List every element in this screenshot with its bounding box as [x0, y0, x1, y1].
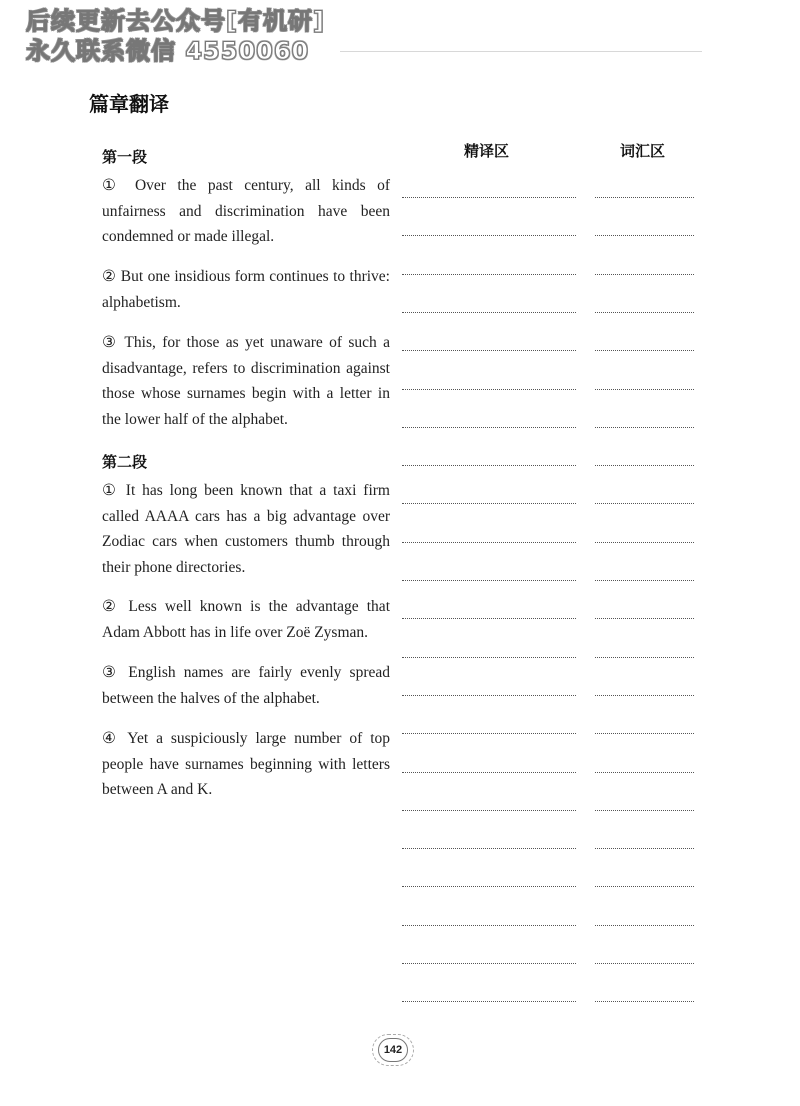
translation-writing-line: [402, 772, 576, 773]
translation-writing-line: [402, 925, 576, 926]
vocabulary-column-heading: 词汇区: [620, 142, 666, 160]
watermark-line-1: 后续更新去公众号[有机研]: [26, 7, 325, 35]
vocabulary-writing-line: [595, 1001, 694, 1002]
paragraph-1-heading: 第一段: [102, 148, 148, 166]
vocabulary-writing-line: [595, 848, 694, 849]
translation-writing-line: [402, 963, 576, 964]
translation-writing-line: [402, 427, 576, 428]
paragraph-2-sentence-2: ② Less well known is the advantage that Adam Abbott has in life over Zoë Zysman.: [102, 598, 390, 641]
page-number: 142: [378, 1038, 408, 1062]
vocabulary-writing-line: [595, 963, 694, 964]
vocabulary-writing-line: [595, 197, 694, 198]
vocabulary-writing-line: [595, 772, 694, 773]
watermark-line-2: 永久联系微信 4550060: [26, 37, 310, 65]
paragraph-1-sentence-1: ① Over the past century, all kinds of unfairness and discrimination have been condemned or made illegal.: [102, 177, 390, 245]
paragraph-1-sentence-3: ③ This, for those as yet unaware of such a disadvantage, refers to discrimination against those whose surnames begin with a letter in the lower half of the alphabet.: [102, 334, 390, 428]
section-title: 篇章翻译: [89, 92, 169, 116]
translation-writing-line: [402, 695, 576, 696]
vocabulary-writing-line: [595, 925, 694, 926]
vocabulary-writing-line: [595, 580, 694, 581]
translation-writing-line: [402, 886, 576, 887]
paragraph-2-sentence-4: ④ Yet a suspiciously large number of top people have surnames beginning with letters between A and K.: [102, 730, 390, 798]
vocabulary-writing-line: [595, 427, 694, 428]
vocabulary-writing-line: [595, 542, 694, 543]
translation-column-heading: 精译区: [464, 142, 510, 160]
translation-writing-line: [402, 657, 576, 658]
translation-writing-line: [402, 350, 576, 351]
vocabulary-writing-line: [595, 274, 694, 275]
paragraph-2-sentence-3: ③ English names are fairly evenly spread between the halves of the alphabet.: [102, 664, 390, 707]
paragraph-1-sentence-2: ② But one insidious form continues to thrive: alphabetism.: [102, 268, 390, 311]
header-rule: [340, 51, 702, 52]
vocabulary-writing-line: [595, 503, 694, 504]
translation-writing-line: [402, 542, 576, 543]
vocabulary-writing-line: [595, 695, 694, 696]
vocabulary-writing-line: [595, 312, 694, 313]
watermark: [26, 6, 325, 66]
vocabulary-writing-line: [595, 657, 694, 658]
vocabulary-writing-line: [595, 235, 694, 236]
vocabulary-writing-line: [595, 886, 694, 887]
translation-writing-line: [402, 312, 576, 313]
vocabulary-writing-line: [595, 465, 694, 466]
translation-writing-line: [402, 235, 576, 236]
translation-writing-line: [402, 848, 576, 849]
translation-writing-line: [402, 733, 576, 734]
translation-writing-line: [402, 197, 576, 198]
vocabulary-writing-line: [595, 350, 694, 351]
vocabulary-writing-line: [595, 389, 694, 390]
translation-writing-line: [402, 503, 576, 504]
paragraph-2-heading: 第二段: [102, 453, 148, 471]
translation-writing-line: [402, 810, 576, 811]
translation-writing-line: [402, 580, 576, 581]
paragraph-2-sentence-1: ① It has long been known that a taxi firm called AAAA cars has a big advantage over Zodiac cars when customers thumb through their phone directories.: [102, 482, 390, 576]
translation-writing-line: [402, 389, 576, 390]
translation-writing-line: [402, 1001, 576, 1002]
translation-writing-line: [402, 465, 576, 466]
vocabulary-writing-line: [595, 618, 694, 619]
vocabulary-writing-line: [595, 733, 694, 734]
translation-writing-line: [402, 274, 576, 275]
vocabulary-writing-line: [595, 810, 694, 811]
translation-writing-line: [402, 618, 576, 619]
